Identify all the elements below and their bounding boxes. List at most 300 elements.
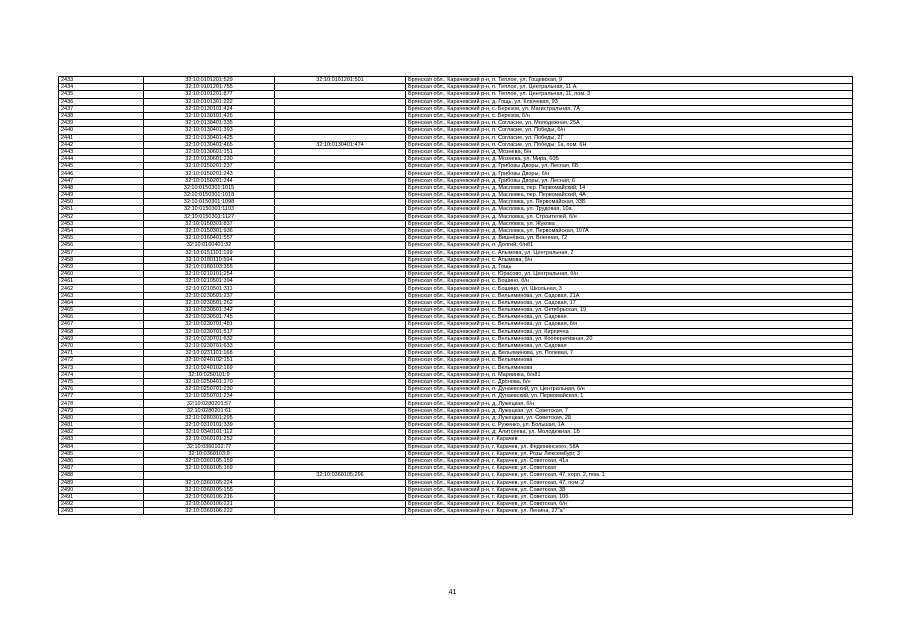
table-row (59, 77, 853, 84)
cadastral-number-cell: 32:10:0151101:199 (144, 249, 275, 256)
address-cell: Брянская обл., Карачевский р-н, д. Масловка, ул. Трудовая, 10а (406, 206, 853, 213)
address-cell: Брянская обл., Карачевский р-н, с. Вельяминова (406, 357, 853, 364)
parent-cadastral-number-cell (275, 501, 406, 508)
cadastral-number-cell: 32:10:0150201:243 (144, 170, 275, 177)
row-number-cell: 2477 (59, 393, 144, 400)
cadastral-number-cell: 32:10:0101201:877 (144, 91, 275, 98)
address-cell: Брянская обл., Карачевский р-н, п. Мариинка, б/н81 (406, 371, 853, 378)
row-number-cell: 2438 (59, 112, 144, 119)
cadastral-number-cell: 32:10:0160401:32 (144, 242, 275, 249)
address-cell: Брянская обл., Карачевский р-н, д. Масловка, пер. Первомайский, 4А (406, 192, 853, 199)
parent-cadastral-number-cell (275, 357, 406, 364)
cadastral-number-cell: 32:10:0150301:837 (144, 220, 275, 227)
cadastral-number-cell: 32:10:0250701:230 (144, 386, 275, 393)
cadastral-number-cell: 32:10:0130401:335 (144, 120, 275, 127)
parent-cadastral-number-cell (275, 134, 406, 141)
table-row (59, 371, 853, 378)
row-number-cell: 2441 (59, 134, 144, 141)
parent-cadastral-number-cell (275, 386, 406, 393)
address-cell: Брянская обл., Карачевский р-н, с. Алымова, ул. Центральная, 2 (406, 249, 853, 256)
parent-cadastral-number-cell (275, 328, 406, 335)
row-number-cell: 2443 (59, 148, 144, 155)
parent-cadastral-number-cell (275, 457, 406, 464)
row-number-cell: 2469 (59, 335, 144, 342)
cadastral-number-cell: 32:10:0150201:244 (144, 177, 275, 184)
cadastral-number-cell: 32:10:0250401:170 (144, 378, 275, 385)
table-row (59, 242, 853, 249)
row-number-cell: 2490 (59, 486, 144, 493)
table-row (59, 227, 853, 234)
cadastral-number-cell: 32:10:0180110:594 (144, 256, 275, 263)
address-cell: Брянская обл., Карачевский р-н, д. Лужецкая, ул. Советская, 28 (406, 414, 853, 421)
parent-cadastral-number-cell (275, 314, 406, 321)
address-cell: Брянская обл., Карачевский р-н, д. Лужецкая, б/н (406, 400, 853, 407)
cadastral-number-cell: 32:10:0150301:1098 (144, 199, 275, 206)
address-cell: Брянская обл., Карачевский р-н, д. Масловка, ул. Жукова (406, 220, 853, 227)
address-cell: Брянская обл., Карачевский р-н, д. Грибовы Дворы, ул. Лесная, 6 (406, 177, 853, 184)
address-cell: Брянская обл., Карачевский р-н, с. Березов, ул. Магистральная, 7А (406, 105, 853, 112)
parent-cadastral-number-cell (275, 235, 406, 242)
row-number-cell: 2485 (59, 450, 144, 457)
cadastral-number-cell: 32:10:0280301:295 (144, 414, 275, 421)
parent-cadastral-number-cell (275, 213, 406, 220)
parent-cadastral-number-cell (275, 407, 406, 414)
cadastral-number-cell: 32:10:0360102:77 (144, 443, 275, 450)
parent-cadastral-number-cell (275, 184, 406, 191)
table-row (59, 400, 853, 407)
table-row (59, 170, 853, 177)
cadastral-number-cell: 32:10:0130601:230 (144, 156, 275, 163)
table-row (59, 450, 853, 457)
cadastral-number-cell: 32:10:0130101:426 (144, 112, 275, 119)
parent-cadastral-number-cell (275, 335, 406, 342)
cadastral-number-cell: 32:10:0130401:425 (144, 134, 275, 141)
table-row (59, 414, 853, 421)
parent-cadastral-number-cell (275, 493, 406, 500)
parent-cadastral-number-cell (275, 112, 406, 119)
address-cell: Брянская обл., Карачевский р-н, с. Вельяминова, ул. Садовая (406, 314, 853, 321)
address-cell: Брянская обл., Карачевский р-н, д. Масловка, ул. Первомайская, 33Б (406, 199, 853, 206)
row-number-cell: 2436 (59, 98, 144, 105)
address-cell: Брянская обл., Карачевский р-н, д. Мознева, ул. Мира, 60Б (406, 156, 853, 163)
table-row (59, 285, 853, 292)
address-cell: Брянская обл., Карачевский р-н, д. Вишнёвка, ул. Военная, 72 (406, 235, 853, 242)
row-number-cell: 2449 (59, 192, 144, 199)
row-number-cell: 2463 (59, 292, 144, 299)
cadastral-number-cell: 32:10:0280201:57 (144, 400, 275, 407)
address-cell: Брянская обл., Карачевский р-н, д. Мознева, б/н (406, 148, 853, 155)
parent-cadastral-number-cell (275, 148, 406, 155)
address-cell: Брянская обл., Карачевский р-н, с. Вельяминова, ул. Садовая, 21А (406, 292, 853, 299)
address-cell: Брянская обл., Карачевский р-н, п. Долгий, б/н81 (406, 242, 853, 249)
address-cell: Брянская обл., Карачевский р-н, с. Юрасово, ул. Центральная, б/н (406, 271, 853, 278)
address-cell: Брянская обл., Карачевский р-н, с. Березов, б/н (406, 112, 853, 119)
row-number-cell: 2471 (59, 350, 144, 357)
address-cell: Брянская обл., Карачевский р-н, г. Карачев (406, 436, 853, 443)
address-cell: Брянская обл., Карачевский р-н, с. Дронова, б/н (406, 378, 853, 385)
parent-cadastral-number-cell (275, 393, 406, 400)
table-row (59, 299, 853, 306)
cadastral-number-cell: 32:10:0230701:633 (144, 342, 275, 349)
address-cell: Брянская обл., Карачевский р-н, д. Лужецкая, ул. Советская, 7 (406, 407, 853, 414)
address-cell: Брянская обл., Карачевский р-н, с. Вельяминова, ул. Кирпична (406, 328, 853, 335)
address-cell: Брянская обл., Карачевский р-н, д. Гощь (406, 263, 853, 270)
parent-cadastral-number-cell: 32:10:0360105:296 (275, 472, 406, 479)
parent-cadastral-number-cell (275, 91, 406, 98)
address-cell: Брянская обл., Карачевский р-н, д. Масловка, ул. Первомайская, 107А (406, 227, 853, 234)
parent-cadastral-number-cell (275, 170, 406, 177)
address-cell: Брянская обл., Карачевский р-н, д. Гощь, ул. Ключевая, 93 (406, 98, 853, 105)
address-cell: Брянская обл., Карачевский р-н, с. Бошино, б/н (406, 278, 853, 285)
cadastral-number-cell: 32:10:0230501:262 (144, 299, 275, 306)
cadastral-number-cell: 32:10:0101201:529 (144, 77, 275, 84)
row-number-cell: 2483 (59, 436, 144, 443)
parent-cadastral-number-cell (275, 400, 406, 407)
parent-cadastral-number-cell (275, 242, 406, 249)
parent-cadastral-number-cell (275, 278, 406, 285)
cadastral-number-cell: 32:10:0360106:216 (144, 493, 275, 500)
cadastral-number-cell: 32:10:0250101:9 (144, 371, 275, 378)
cadastral-number-cell: 32:10:0160401:557 (144, 235, 275, 242)
table-row (59, 177, 853, 184)
cadastral-number-cell: 32:10:0340101:112 (144, 429, 275, 436)
table-row (59, 98, 853, 105)
row-number-cell: 2447 (59, 177, 144, 184)
parent-cadastral-number-cell (275, 163, 406, 170)
row-number-cell: 2472 (59, 357, 144, 364)
row-number-cell: 2484 (59, 443, 144, 450)
registry-table-body (59, 77, 853, 515)
parent-cadastral-number-cell (275, 465, 406, 472)
row-number-cell: 2455 (59, 235, 144, 242)
address-cell: Брянская обл., Карачевский р-н, п. Теплое, ул. Центральная, 11 А (406, 84, 853, 91)
address-cell: Брянская обл., Карачевский р-н, г. Карачев, ул. Советская (406, 465, 853, 472)
parent-cadastral-number-cell (275, 422, 406, 429)
table-row (59, 235, 853, 242)
parent-cadastral-number-cell (275, 350, 406, 357)
row-number-cell: 2444 (59, 156, 144, 163)
table-row (59, 134, 853, 141)
address-cell: Брянская обл., Карачевский р-н, г. Карачев, ул. Советская, 47, корп. 2, пом. 1 (406, 472, 853, 479)
row-number-cell: 2470 (59, 342, 144, 349)
address-cell: Брянская обл., Карачевский р-н, п. Дунаевский, ул. Центральная, б/н (406, 386, 853, 393)
parent-cadastral-number-cell (275, 120, 406, 127)
parent-cadastral-number-cell (275, 192, 406, 199)
cadastral-number-cell: 32:10:0130601:151 (144, 148, 275, 155)
address-cell: Брянская обл., Карачевский р-н, д. Вельяминова, ул. Полевая, 7 (406, 350, 853, 357)
row-number-cell: 2440 (59, 127, 144, 134)
parent-cadastral-number-cell (275, 443, 406, 450)
table-row (59, 141, 853, 148)
address-cell: Брянская обл., Карачевский р-н, с. Вельяминова, ул. Садовая, б/н (406, 321, 853, 328)
row-number-cell: 2445 (59, 163, 144, 170)
row-number-cell: 2491 (59, 493, 144, 500)
cadastral-number-cell: 32:10:0310101:339 (144, 422, 275, 429)
parent-cadastral-number-cell (275, 206, 406, 213)
row-number-cell: 2448 (59, 184, 144, 191)
cadastral-number-cell: 32:10:0101201:755 (144, 84, 275, 91)
table-row (59, 364, 853, 371)
row-number-cell: 2480 (59, 414, 144, 421)
table-row (59, 342, 853, 349)
table-row (59, 357, 853, 364)
cadastral-number-cell: 32:10:0360106:221 (144, 501, 275, 508)
address-cell: Брянская обл., Карачевский р-н, с. Вельяминова, ул. Кооперативная, 20 (406, 335, 853, 342)
row-number-cell: 2433 (59, 77, 144, 84)
address-cell: Брянская обл., Карачевский р-н, с. Вельяминова, ул. Садовая, 17 (406, 299, 853, 306)
cadastral-number-cell: 32:10:0210101:254 (144, 271, 275, 278)
parent-cadastral-number-cell (275, 84, 406, 91)
cadastral-number-cell: 32:10:0230701:517 (144, 328, 275, 335)
address-cell: Брянская обл., Карачевский р-н, д. Масловка, пер. Первомайский, 14 (406, 184, 853, 191)
cadastral-number-cell: 32:10:0280201:61 (144, 407, 275, 414)
cadastral-number-cell: 32:10:0240102:151 (144, 357, 275, 364)
table-row (59, 457, 853, 464)
table-row (59, 220, 853, 227)
table-row (59, 501, 853, 508)
parent-cadastral-number-cell (275, 378, 406, 385)
address-cell: Брянская обл., Карачевский р-н, с. Вельяминова, ул. Октябрьская, 19 (406, 307, 853, 314)
cadastral-number-cell: 32:10:0230501:342 (144, 307, 275, 314)
row-number-cell: 2481 (59, 422, 144, 429)
table-row (59, 120, 853, 127)
row-number-cell: 2460 (59, 271, 144, 278)
row-number-cell: 2476 (59, 386, 144, 393)
row-number-cell: 2479 (59, 407, 144, 414)
table-row (59, 148, 853, 155)
parent-cadastral-number-cell (275, 249, 406, 256)
row-number-cell: 2474 (59, 371, 144, 378)
row-number-cell: 2464 (59, 299, 144, 306)
parent-cadastral-number-cell (275, 371, 406, 378)
table-row (59, 335, 853, 342)
parent-cadastral-number-cell (275, 227, 406, 234)
parent-cadastral-number-cell (275, 450, 406, 457)
table-row (59, 256, 853, 263)
cadastral-number-cell: 32:10:0360105:224 (144, 479, 275, 486)
row-number-cell: 2468 (59, 328, 144, 335)
cadastral-number-cell: 32:10:0231101:168 (144, 350, 275, 357)
address-cell: Брянская обл., Карачевский р-н, г. Карачев, ул. Ленина, 27"а" (406, 508, 853, 515)
parent-cadastral-number-cell (275, 105, 406, 112)
address-cell: Брянская обл., Карачевский р-н, с. Бошино, ул. Школьная, 3 (406, 285, 853, 292)
table-row (59, 156, 853, 163)
table-row (59, 206, 853, 213)
row-number-cell: 2452 (59, 213, 144, 220)
table-row (59, 407, 853, 414)
parent-cadastral-number-cell (275, 321, 406, 328)
address-cell: Брянская обл., Карачевский р-н, п. Согласие, ул. Победы, 2Г (406, 134, 853, 141)
table-row (59, 249, 853, 256)
address-cell: Брянская обл., Карачевский р-н, д. Масловка, ул. Строителей, б/н (406, 213, 853, 220)
table-row (59, 493, 853, 500)
cadastral-number-cell: 32:10:0130101:424 (144, 105, 275, 112)
address-cell: Брянская обл., Карачевский р-н, с. Вельяминова, ул. Садовая (406, 342, 853, 349)
parent-cadastral-number-cell (275, 342, 406, 349)
table-row (59, 508, 853, 515)
cadastral-number-cell: 32:10:0240102:169 (144, 364, 275, 371)
table-row (59, 263, 853, 270)
parent-cadastral-number-cell (275, 98, 406, 105)
parent-cadastral-number-cell (275, 429, 406, 436)
address-cell: Брянская обл., Карачевский р-н, д. Грибовы Дворы, ул. Лесная, 6Б (406, 163, 853, 170)
table-row (59, 479, 853, 486)
cadastral-number-cell: 32:10:0250701:234 (144, 393, 275, 400)
cadastral-number-cell: 32:10:0210501:394 (144, 278, 275, 285)
table-row (59, 436, 853, 443)
table-row (59, 84, 853, 91)
table-row (59, 91, 853, 98)
table-row (59, 321, 853, 328)
parent-cadastral-number-cell (275, 271, 406, 278)
table-row (59, 465, 853, 472)
cadastral-number-cell: 32:10:0130401:393 (144, 127, 275, 134)
table-row (59, 393, 853, 400)
table-row (59, 292, 853, 299)
row-number-cell: 2466 (59, 314, 144, 321)
address-cell: Брянская обл., Карачевский р-н, с. Руженко, ул. Большая, 1А (406, 422, 853, 429)
address-cell: Брянская обл., Карачевский р-н, п. Теплое, ул. Гощевская, 9 (406, 77, 853, 84)
cadastral-number-cell: 32:10:0101301:222 (144, 98, 275, 105)
parent-cadastral-number-cell (275, 177, 406, 184)
table-row (59, 213, 853, 220)
row-number-cell: 2450 (59, 199, 144, 206)
row-number-cell: 2442 (59, 141, 144, 148)
row-number-cell: 2435 (59, 91, 144, 98)
row-number-cell: 2488 (59, 472, 144, 479)
row-number-cell: 2446 (59, 170, 144, 177)
parent-cadastral-number-cell (275, 292, 406, 299)
address-cell: Брянская обл., Карачевский р-н, п. Теплое, ул. Центральная, 11, пом. 3 (406, 91, 853, 98)
table-row (59, 127, 853, 134)
parent-cadastral-number-cell (275, 199, 406, 206)
parent-cadastral-number-cell (275, 256, 406, 263)
cadastral-number-cell (144, 472, 275, 479)
row-number-cell: 2457 (59, 249, 144, 256)
row-number-cell: 2451 (59, 206, 144, 213)
address-cell: Брянская обл., Карачевский р-н, п. Согласие, ул. Победы, 1а, пом. 6Н (406, 141, 853, 148)
row-number-cell: 2473 (59, 364, 144, 371)
table-row (59, 378, 853, 385)
cadastral-number-cell: 32:10:0360103:9 (144, 450, 275, 457)
address-cell: Брянская обл., Карачевский р-н, г. Карачев, ул. Советская, 38 (406, 486, 853, 493)
table-row (59, 443, 853, 450)
parent-cadastral-number-cell: 32:10:0101201:501 (275, 77, 406, 84)
cadastral-number-cell: 32:10:0130401:465 (144, 141, 275, 148)
cadastral-number-cell: 32:10:0230501:237 (144, 292, 275, 299)
parent-cadastral-number-cell (275, 127, 406, 134)
cadastral-number-cell: 32:10:0230701:632 (144, 335, 275, 342)
row-number-cell: 2489 (59, 479, 144, 486)
cadastral-number-cell: 32:10:0230501:745 (144, 314, 275, 321)
parent-cadastral-number-cell (275, 220, 406, 227)
table-row (59, 192, 853, 199)
table-row (59, 350, 853, 357)
table-row (59, 163, 853, 170)
row-number-cell: 2461 (59, 278, 144, 285)
parent-cadastral-number-cell (275, 263, 406, 270)
table-row (59, 314, 853, 321)
address-cell: Брянская обл., Карачевский р-н, г. Карачев, ул. Федюнинского, 58А (406, 443, 853, 450)
row-number-cell: 2478 (59, 400, 144, 407)
table-row (59, 307, 853, 314)
parent-cadastral-number-cell: 32:10:0130401:474 (275, 141, 406, 148)
row-number-cell: 2453 (59, 220, 144, 227)
table-row (59, 472, 853, 479)
address-cell: Брянская обл., Карачевский р-н, с. Вельяминова (406, 364, 853, 371)
row-number-cell: 2482 (59, 429, 144, 436)
address-cell: Брянская обл., Карачевский р-н, п. Дунаевский, ул. Первомайская, 1 (406, 393, 853, 400)
cadastral-number-cell: 32:10:0360105:169 (144, 465, 275, 472)
row-number-cell: 2456 (59, 242, 144, 249)
table-row (59, 328, 853, 335)
row-number-cell: 2467 (59, 321, 144, 328)
cadastral-number-cell: 32:10:0150301:1103 (144, 206, 275, 213)
row-number-cell: 2454 (59, 227, 144, 234)
parent-cadastral-number-cell (275, 414, 406, 421)
row-number-cell: 2493 (59, 508, 144, 515)
cadastral-number-cell: 32:10:0150301:1015 (144, 184, 275, 191)
parent-cadastral-number-cell (275, 299, 406, 306)
table-row (59, 386, 853, 393)
address-cell: Брянская обл., Карачевский р-н, д. Грибовы Дворы, б/н (406, 170, 853, 177)
table-row (59, 105, 853, 112)
parent-cadastral-number-cell (275, 285, 406, 292)
table-row (59, 278, 853, 285)
address-cell: Брянская обл., Карачевский р-н, г. Карачев, ул. Советская, б/н (406, 501, 853, 508)
parent-cadastral-number-cell (275, 436, 406, 443)
row-number-cell: 2475 (59, 378, 144, 385)
row-number-cell: 2462 (59, 285, 144, 292)
cadastral-number-cell: 32:10:0360101:252 (144, 436, 275, 443)
parent-cadastral-number-cell (275, 364, 406, 371)
cadastral-number-cell: 32:10:0150301:1018 (144, 192, 275, 199)
address-cell: Брянская обл., Карачевский р-н, д. Алитсеева, ул. Молодежная, 1Б (406, 429, 853, 436)
address-cell: Брянская обл., Карачевский р-н, г. Карачев, ул. Розы Люксембург, 3 (406, 450, 853, 457)
cadastral-number-cell: 32:10:0180103:355 (144, 263, 275, 270)
row-number-cell: 2486 (59, 457, 144, 464)
parent-cadastral-number-cell (275, 156, 406, 163)
table-row (59, 184, 853, 191)
row-number-cell: 2437 (59, 105, 144, 112)
table-row (59, 271, 853, 278)
parent-cadastral-number-cell (275, 508, 406, 515)
row-number-cell: 2458 (59, 256, 144, 263)
cadastral-number-cell: 32:10:0150301:936 (144, 227, 275, 234)
address-cell: Брянская обл., Карачевский р-н, п. Согласие, ул. Победы, б/н (406, 127, 853, 134)
table-row (59, 486, 853, 493)
row-number-cell: 2465 (59, 307, 144, 314)
parent-cadastral-number-cell (275, 307, 406, 314)
table-row (59, 422, 853, 429)
address-cell: Брянская обл., Карачевский р-н, п. Согласие, ул. Молодежная, 25А (406, 120, 853, 127)
cadastral-number-cell: 32:10:0210501:311 (144, 285, 275, 292)
cadastral-number-cell: 32:10:0150201:237 (144, 163, 275, 170)
row-number-cell: 2439 (59, 120, 144, 127)
address-cell: Брянская обл., Карачевский р-н, г. Карачев, ул. Советская, 10б (406, 493, 853, 500)
row-number-cell: 2487 (59, 465, 144, 472)
cadastral-number-cell: 32:10:0360105:159 (144, 457, 275, 464)
table-row (59, 199, 853, 206)
cadastral-number-cell: 32:10:0150301:1127 (144, 213, 275, 220)
address-cell: Брянская обл., Карачевский р-н, г. Карачев, ул. Советская, 41а (406, 457, 853, 464)
row-number-cell: 2492 (59, 501, 144, 508)
parent-cadastral-number-cell (275, 479, 406, 486)
cadastral-number-cell: 32:10:0230701:481 (144, 321, 275, 328)
cadastral-number-cell: 32:10:0360106:222 (144, 508, 275, 515)
row-number-cell: 2434 (59, 84, 144, 91)
address-cell: Брянская обл., Карачевский р-н, с. Алымова, б/н (406, 256, 853, 263)
